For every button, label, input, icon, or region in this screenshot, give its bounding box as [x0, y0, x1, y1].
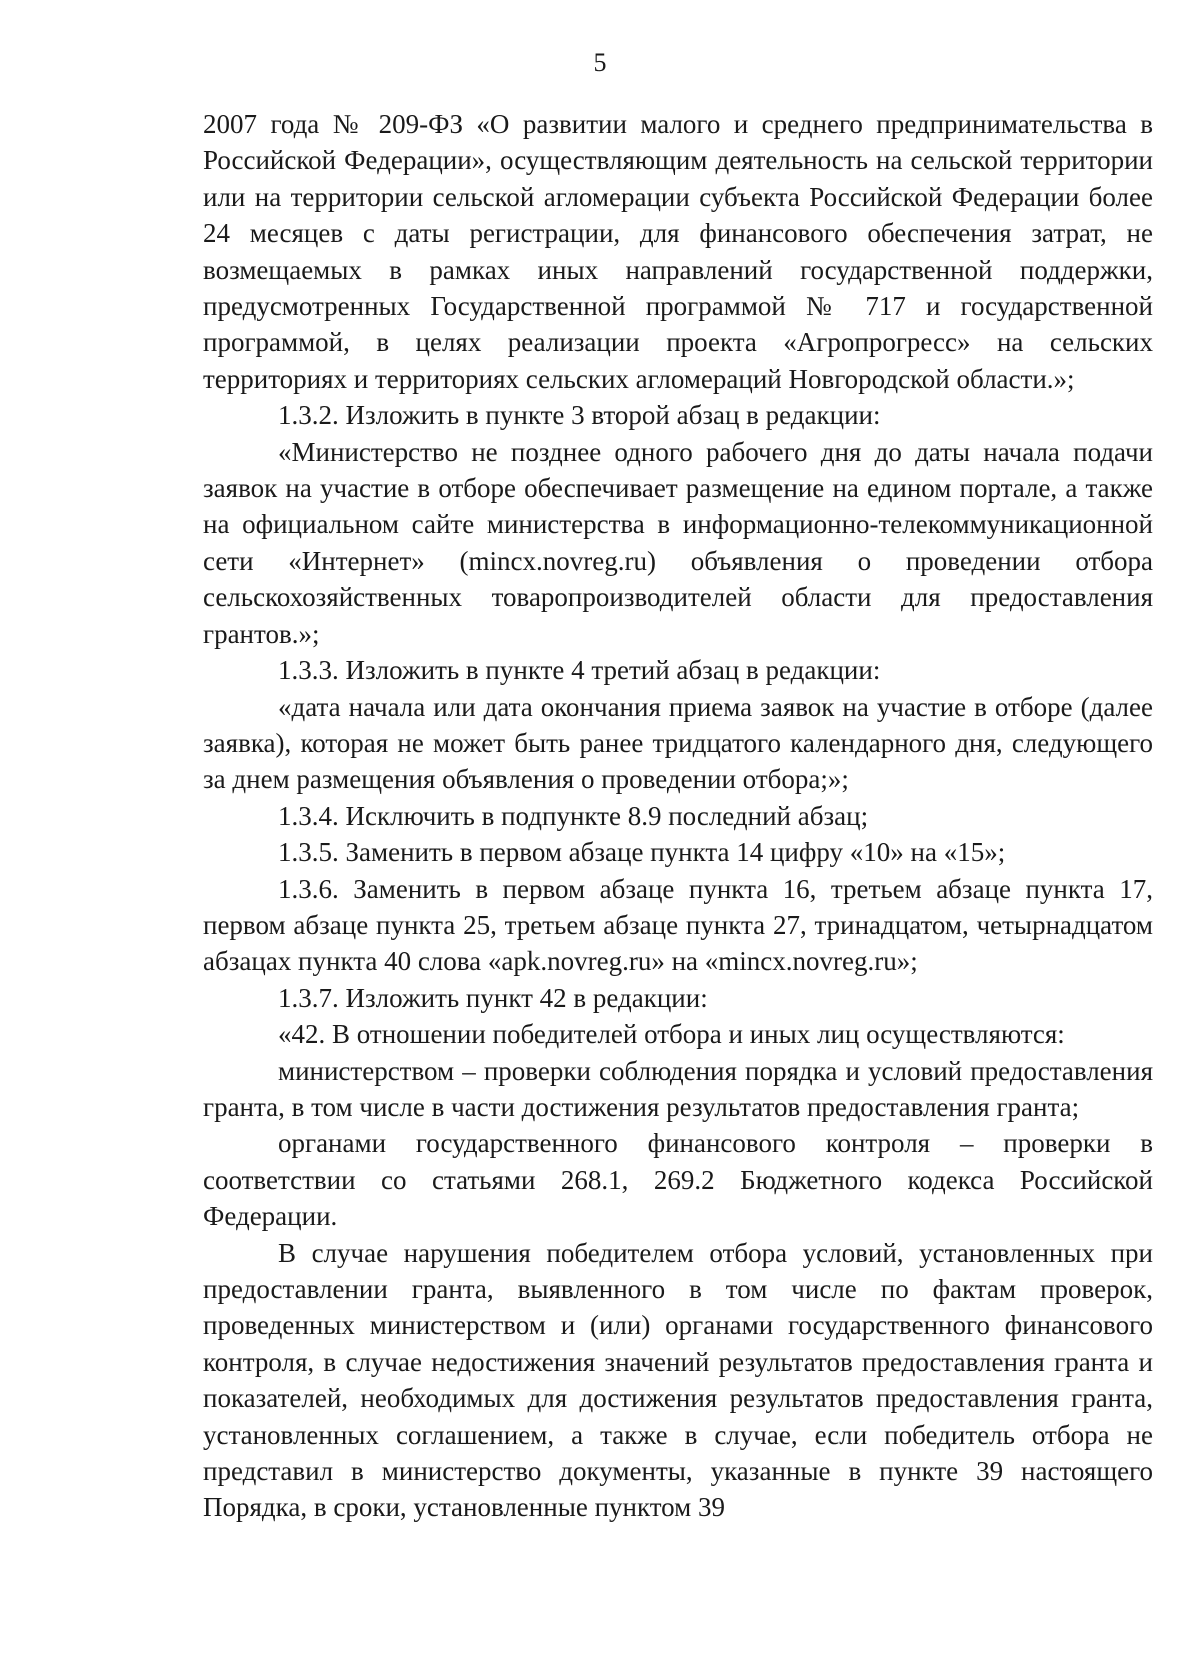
paragraph-9: 1.3.7. Изложить пункт 42 в редакции:	[278, 982, 708, 1013]
paragraph-5: «дата начала или дата окончания приема заявок на участие в отборе (далее заявка), которая не может быть ранее тридцатого календарного дня, следующего за днем размещения объявления о проведении отбора;»;	[203, 691, 1153, 795]
paragraph-7: 1.3.5. Заменить в первом абзаце пункта 14 цифру «10» на «15»;	[278, 837, 1006, 868]
paragraph-11: министерством – проверки соблюдения порядка и условий предоставления гранта, в том числе в части достижения результатов предоставления гранта;	[203, 1055, 1153, 1122]
paragraph-10: «42. В отношении победителей отбора и иных лиц осуществляются:	[278, 1019, 1065, 1050]
paragraph-2: 1.3.2. Изложить в пункте 3 второй абзац в редакции:	[278, 400, 881, 431]
paragraph-1: 2007 года № 209-ФЗ «О развитии малого и среднего предпринимательства в Российской Федерации», осуществляющим деятельность на сельской территории или на территории сельской агломерации субъекта Российской Федерации более 24 месяцев с даты регистрации, для финансового обеспечения затрат, не возмещаемых в рамках иных направлений государственной поддержки, предусмотренных Государственной программой № 717 и государственной программой, в целях реализации проекта «Агропрогресс» на сельских территориях и территориях сельских агломераций Новгородской области.»;	[203, 109, 1153, 394]
paragraph-4: 1.3.3. Изложить в пункте 4 третий абзац в редакции:	[278, 655, 881, 686]
paragraph-6: 1.3.4. Исключить в подпункте 8.9 последний абзац;	[278, 800, 869, 831]
document-body	[203, 106, 1153, 1526]
paragraph-12: органами государственного финансового контроля – проверки в соответствии со статьями 268.1, 269.2 Бюджетного кодекса Российской Федерации.	[203, 1128, 1153, 1232]
paragraph-13: В случае нарушения победителем отбора условий, установленных при предоставлении гранта, выявленного в том числе по фактам проверок, проведенных министерством и (или) органами государственного финансового контроля, в случае недостижения значений результатов предоставления гранта и показателей, необходимых для достижения результатов предоставления гранта, установленных соглашением, а также в случае, если победитель отбора не представил в министерство документы, указанные в пункте 39 настоящего Порядка, в сроки, установленные пунктом 39	[203, 1237, 1153, 1523]
page-number: 5	[593, 48, 607, 77]
paragraph-8: 1.3.6. Заменить в первом абзаце пункта 16, третьем абзаце пункта 17, первом абзаце пункта 25, третьем абзаце пункта 27, тринадцатом, четырнадцатом абзацах пункта 40 слова «apk.novreg.ru» на «mincx.novreg.ru»;	[203, 873, 1153, 977]
paragraph-3: «Министерство не позднее одного рабочего дня до даты начала подачи заявок на участие в отборе обеспечивает размещение на едином портале, а также на официальном сайте министерства в информационно-телекоммуникационной сети «Интернет» (mincx.novreg.ru) объявления о проведении отбора сельскохозяйственных товаропроизводителей области для предоставления грантов.»;	[203, 436, 1153, 649]
